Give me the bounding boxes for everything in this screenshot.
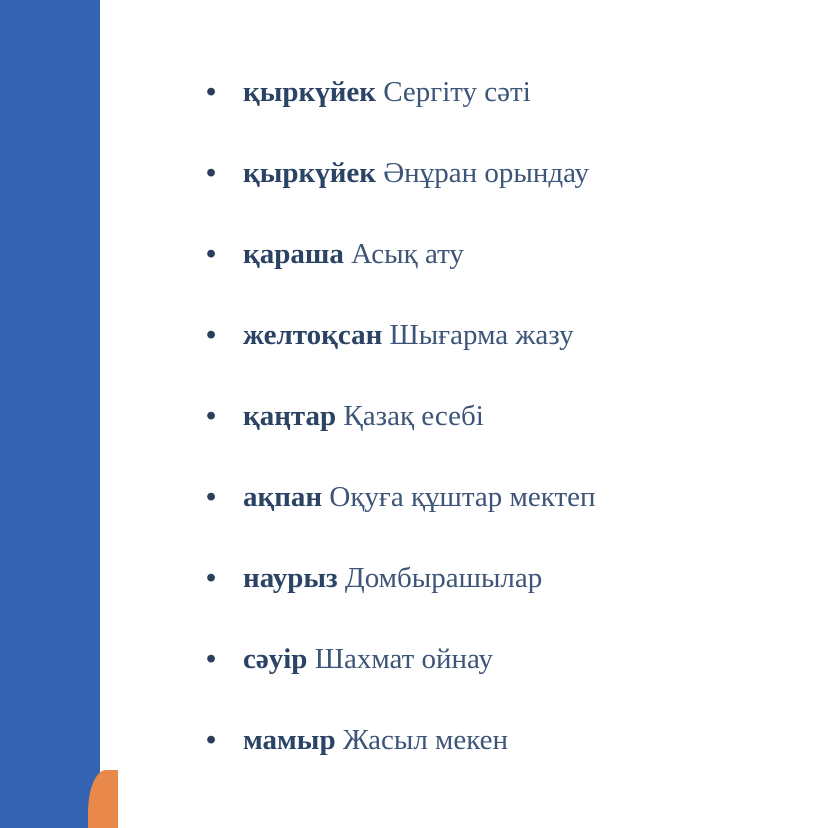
bullet-icon: • [206, 400, 217, 432]
bullet-icon: • [206, 481, 217, 513]
month-label: қыркүйек [243, 157, 376, 189]
bullet-icon: • [206, 643, 217, 675]
month-label: қаңтар [243, 400, 337, 432]
activity-label: Қазақ есебі [343, 400, 484, 432]
month-label: қыркүйек [243, 76, 376, 108]
activity-label: Сергіту сәті [383, 76, 531, 108]
list-item [206, 475, 596, 556]
activity-label: Шахмат ойнау [314, 643, 493, 675]
month-label: желтоқсан [243, 319, 383, 351]
activity-label: Шығарма жазу [389, 319, 574, 351]
month-label: наурыз [243, 562, 338, 594]
month-label: мамыр [243, 724, 336, 756]
bullet-icon: • [206, 562, 217, 594]
activity-label: Жасыл мекен [342, 724, 509, 756]
activity-label: Домбырашылар [344, 562, 543, 594]
bullet-icon: • [206, 724, 217, 756]
activity-label: Асық ату [351, 238, 464, 270]
list-item [206, 313, 596, 394]
activity-list [206, 70, 596, 799]
list-item [206, 718, 596, 799]
month-label: қараша [243, 238, 344, 270]
bullet-icon: • [206, 76, 217, 108]
activity-label: Әнұран орындау [383, 157, 589, 189]
month-label: ақпан [243, 481, 323, 513]
list-item [206, 151, 596, 232]
side-color-band [0, 0, 100, 828]
bullet-icon: • [206, 319, 217, 351]
list-item [206, 556, 596, 637]
bullet-icon: • [206, 238, 217, 270]
activity-label: Оқуға құштар мектеп [329, 481, 596, 513]
month-label: сәуір [243, 643, 308, 675]
bullet-icon: • [206, 157, 217, 189]
list-item [206, 232, 596, 313]
list-item [206, 637, 596, 718]
list-item [206, 394, 596, 475]
list-item [206, 70, 596, 151]
